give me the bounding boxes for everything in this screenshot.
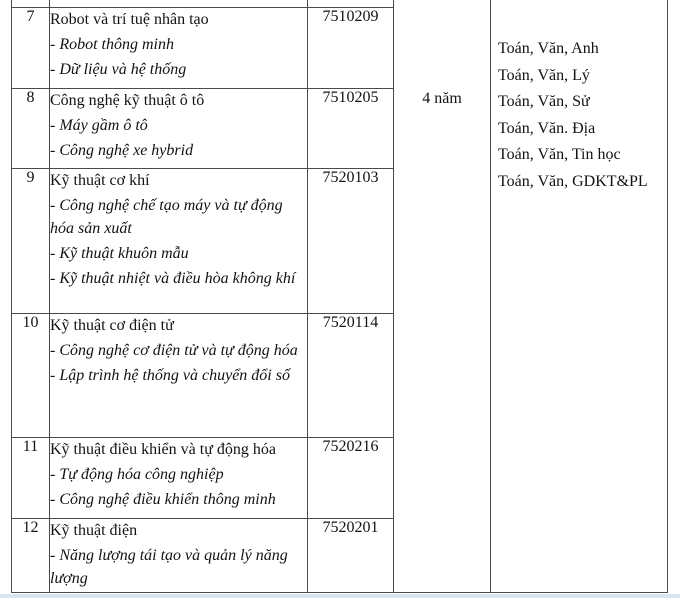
row-number-cell bbox=[12, 314, 50, 438]
program-subitem: - Công nghệ cơ điện tử và tự động hóa bbox=[50, 342, 298, 359]
row-number: 10 bbox=[22, 314, 39, 331]
program-subitem: - Dữ liệu và hệ thống bbox=[50, 61, 187, 78]
row-number-cell bbox=[12, 89, 50, 169]
program-code: 7520114 bbox=[322, 314, 379, 331]
subject-combination: Toán, Văn, Tin học bbox=[498, 146, 621, 163]
program-title: Kỹ thuật điện bbox=[50, 522, 138, 539]
program-name-cell bbox=[50, 169, 308, 314]
subject-combination: Toán, Văn, Sử bbox=[498, 93, 590, 110]
program-subitem: - Lập trình hệ thống và chuyển đổi số bbox=[50, 367, 290, 384]
program-code-cell bbox=[308, 438, 394, 519]
subject-combination: Toán, Văn, GDKT&PL bbox=[498, 172, 648, 190]
program-name-cell bbox=[50, 519, 308, 593]
program-name-cell bbox=[50, 8, 308, 89]
row-number-cell bbox=[12, 169, 50, 314]
program-subitem: - Robot thông minh bbox=[50, 36, 174, 53]
program-subitem: - Kỹ thuật nhiệt và điều hòa không khí bbox=[50, 270, 296, 287]
program-code: 7520216 bbox=[322, 438, 379, 455]
program-subitem: - Năng lượng tái tạo và quản lý năng lượng bbox=[50, 547, 288, 587]
partial-name-cell bbox=[50, 0, 308, 8]
subject-combination: Toán, Văn. Địa bbox=[498, 119, 596, 137]
program-subitem: - Công nghệ chế tạo máy và tự động hóa sản xuất bbox=[50, 197, 283, 237]
program-code: 7510209 bbox=[322, 8, 379, 25]
program-code-cell bbox=[308, 314, 394, 438]
program-code-cell bbox=[308, 519, 394, 593]
program-code-cell bbox=[308, 169, 394, 314]
program-table-body bbox=[12, 0, 668, 593]
partial-code-cell bbox=[308, 0, 394, 8]
program-title: Kỹ thuật cơ khí bbox=[50, 172, 150, 189]
row-number-cell bbox=[12, 519, 50, 593]
program-subitem: - Kỹ thuật khuôn mẫu bbox=[50, 245, 189, 262]
row-number: 8 bbox=[26, 89, 35, 106]
program-subitem: - Công nghệ điều khiển thông minh bbox=[50, 491, 276, 508]
row-number: 12 bbox=[22, 519, 39, 536]
program-title: Kỹ thuật điều khiển và tự động hóa bbox=[50, 441, 276, 458]
program-code: 7510205 bbox=[322, 89, 379, 106]
partial-number-cell bbox=[12, 0, 50, 8]
program-subitem: - Công nghệ xe hybrid bbox=[50, 142, 194, 159]
subject-combination-list bbox=[491, 0, 667, 195]
program-name-cell bbox=[50, 438, 308, 519]
program-code-cell bbox=[308, 89, 394, 169]
program-title: Kỹ thuật cơ điện tử bbox=[50, 317, 174, 334]
program-title: Công nghệ kỹ thuật ô tô bbox=[50, 92, 205, 109]
program-code-cell bbox=[308, 8, 394, 89]
subject-combination: Toán, Văn, Lý bbox=[498, 66, 590, 84]
program-subitem: - Tự động hóa công nghiệp bbox=[50, 466, 224, 483]
programs-table bbox=[11, 0, 668, 593]
row-number: 7 bbox=[26, 8, 35, 25]
row-number: 11 bbox=[22, 438, 39, 455]
program-name-cell bbox=[50, 314, 308, 438]
row-number: 9 bbox=[26, 169, 35, 186]
row-number-cell bbox=[12, 438, 50, 519]
program-name-cell bbox=[50, 89, 308, 169]
page-bottom-edge bbox=[0, 594, 680, 598]
partial-top-row bbox=[12, 0, 668, 8]
duration-value: 4 năm bbox=[422, 90, 462, 107]
program-code: 7520103 bbox=[322, 169, 379, 186]
subjects-cell bbox=[491, 0, 668, 593]
duration-cell bbox=[394, 0, 491, 593]
subject-combination: Toán, Văn, Anh bbox=[498, 40, 599, 57]
row-number-cell bbox=[12, 8, 50, 89]
program-code: 7520201 bbox=[322, 519, 379, 536]
program-title: Robot và trí tuệ nhân tạo bbox=[50, 11, 209, 28]
program-subitem: - Máy gầm ô tô bbox=[50, 117, 148, 134]
